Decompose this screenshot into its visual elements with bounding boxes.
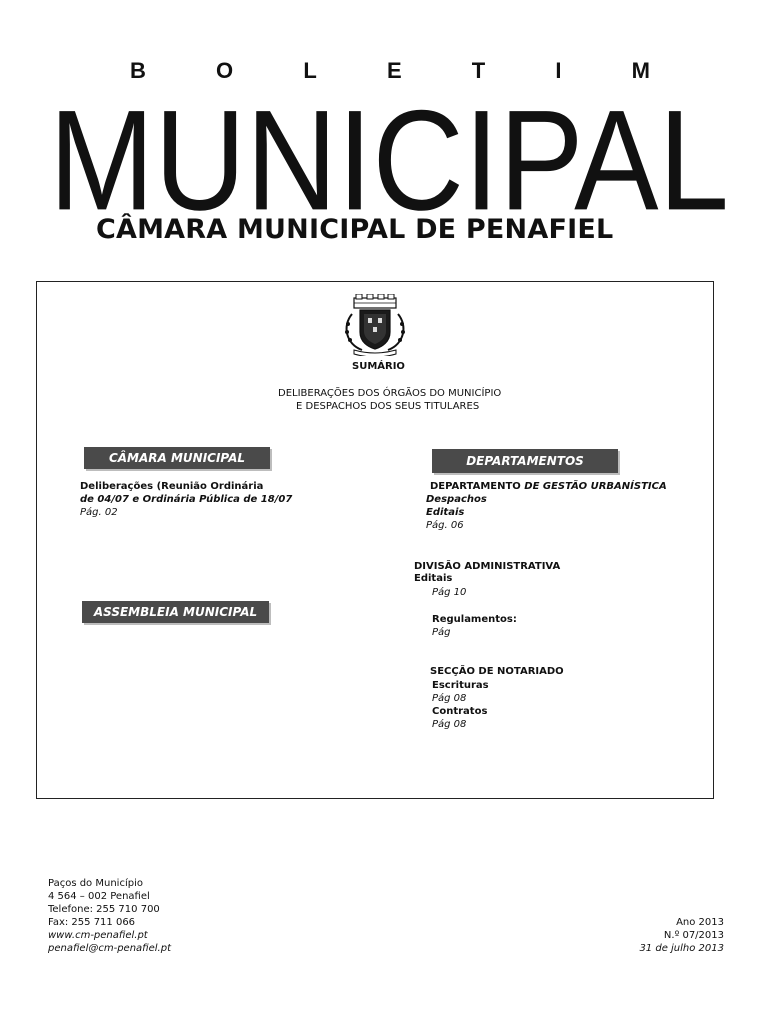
publisher-title: CÂMARA MUNICIPAL DE PENAFIEL xyxy=(96,214,614,245)
boletim-letter: B xyxy=(130,58,146,83)
camara-item-line2: de 04/07 e Ordinária Pública de 18/07 xyxy=(80,494,293,505)
boletim-letter: I xyxy=(555,58,562,83)
regulamentos-label: Regulamentos: xyxy=(432,614,517,625)
regulamentos-page: Pág xyxy=(432,627,451,638)
dgu-name: DE GESTÃO URBANÍSTICA xyxy=(524,481,667,492)
footer-email-link[interactable]: penafiel@cm-penafiel.pt xyxy=(48,943,172,954)
dgu-heading xyxy=(430,480,667,493)
boletim-letter: E xyxy=(386,58,402,83)
camara-item-line1: Deliberações (Reunião Ordinária xyxy=(80,481,264,492)
escrituras-page: Pág 08 xyxy=(432,693,467,704)
summary-title: SUMÁRIO xyxy=(352,361,405,372)
boletim-letter: L xyxy=(303,58,317,83)
boletim-letter: M xyxy=(631,58,650,83)
dgu-page: Pág. 06 xyxy=(426,520,464,531)
summary-subtitle-line1: DELIBERAÇÕES DOS ÓRGÃOS DO MUNICÍPIO xyxy=(278,388,502,399)
contratos-page: Pág 08 xyxy=(432,719,467,730)
penafiel-crest-icon xyxy=(340,294,410,356)
footer-fax: Fax: 255 711 066 xyxy=(48,917,136,928)
dgu-editais: Editais xyxy=(426,507,465,518)
footer-website-link[interactable]: www.cm-penafiel.pt xyxy=(48,930,148,941)
footer-address-line: Paços do Município xyxy=(48,878,143,889)
assembleia-municipal-banner: ASSEMBLEIA MUNICIPAL xyxy=(82,601,269,623)
municipal-masthead xyxy=(44,70,734,220)
issue-number: N.º 07/2013 xyxy=(663,930,724,941)
dgu-despachos: Despachos xyxy=(426,494,487,505)
escrituras-label: Escrituras xyxy=(432,680,489,691)
boletim-letter: O xyxy=(216,58,234,83)
footer-phone: Telefone: 255 710 700 xyxy=(48,904,160,915)
contratos-label: Contratos xyxy=(432,706,488,717)
camara-municipal-banner: CÂMARA MUNICIPAL xyxy=(84,447,270,469)
notariado-heading: SECÇÃO DE NOTARIADO xyxy=(430,666,564,677)
div-admin-editais: Editais xyxy=(414,573,453,584)
div-admin-heading: DIVISÃO ADMINISTRATIVA xyxy=(414,561,561,572)
issue-date: 31 de julho 2013 xyxy=(639,943,724,954)
footer-address-line: 4 564 – 002 Penafiel xyxy=(48,891,150,902)
municipal-wordmark xyxy=(44,70,734,220)
camara-item-page: Pág. 02 xyxy=(80,507,118,518)
div-admin-page: Pág 10 xyxy=(432,587,467,598)
departamentos-banner: DEPARTAMENTOS xyxy=(432,449,618,473)
issue-year: Ano 2013 xyxy=(676,917,724,928)
municipal-word: MUNICIPAL xyxy=(49,81,730,220)
summary-subtitle-line2: E DESPACHOS DOS SEUS TITULARES xyxy=(296,401,480,412)
boletim-letter: T xyxy=(471,58,486,83)
summary-box xyxy=(36,281,714,799)
dgu-prefix: DEPARTAMENTO xyxy=(430,481,525,492)
